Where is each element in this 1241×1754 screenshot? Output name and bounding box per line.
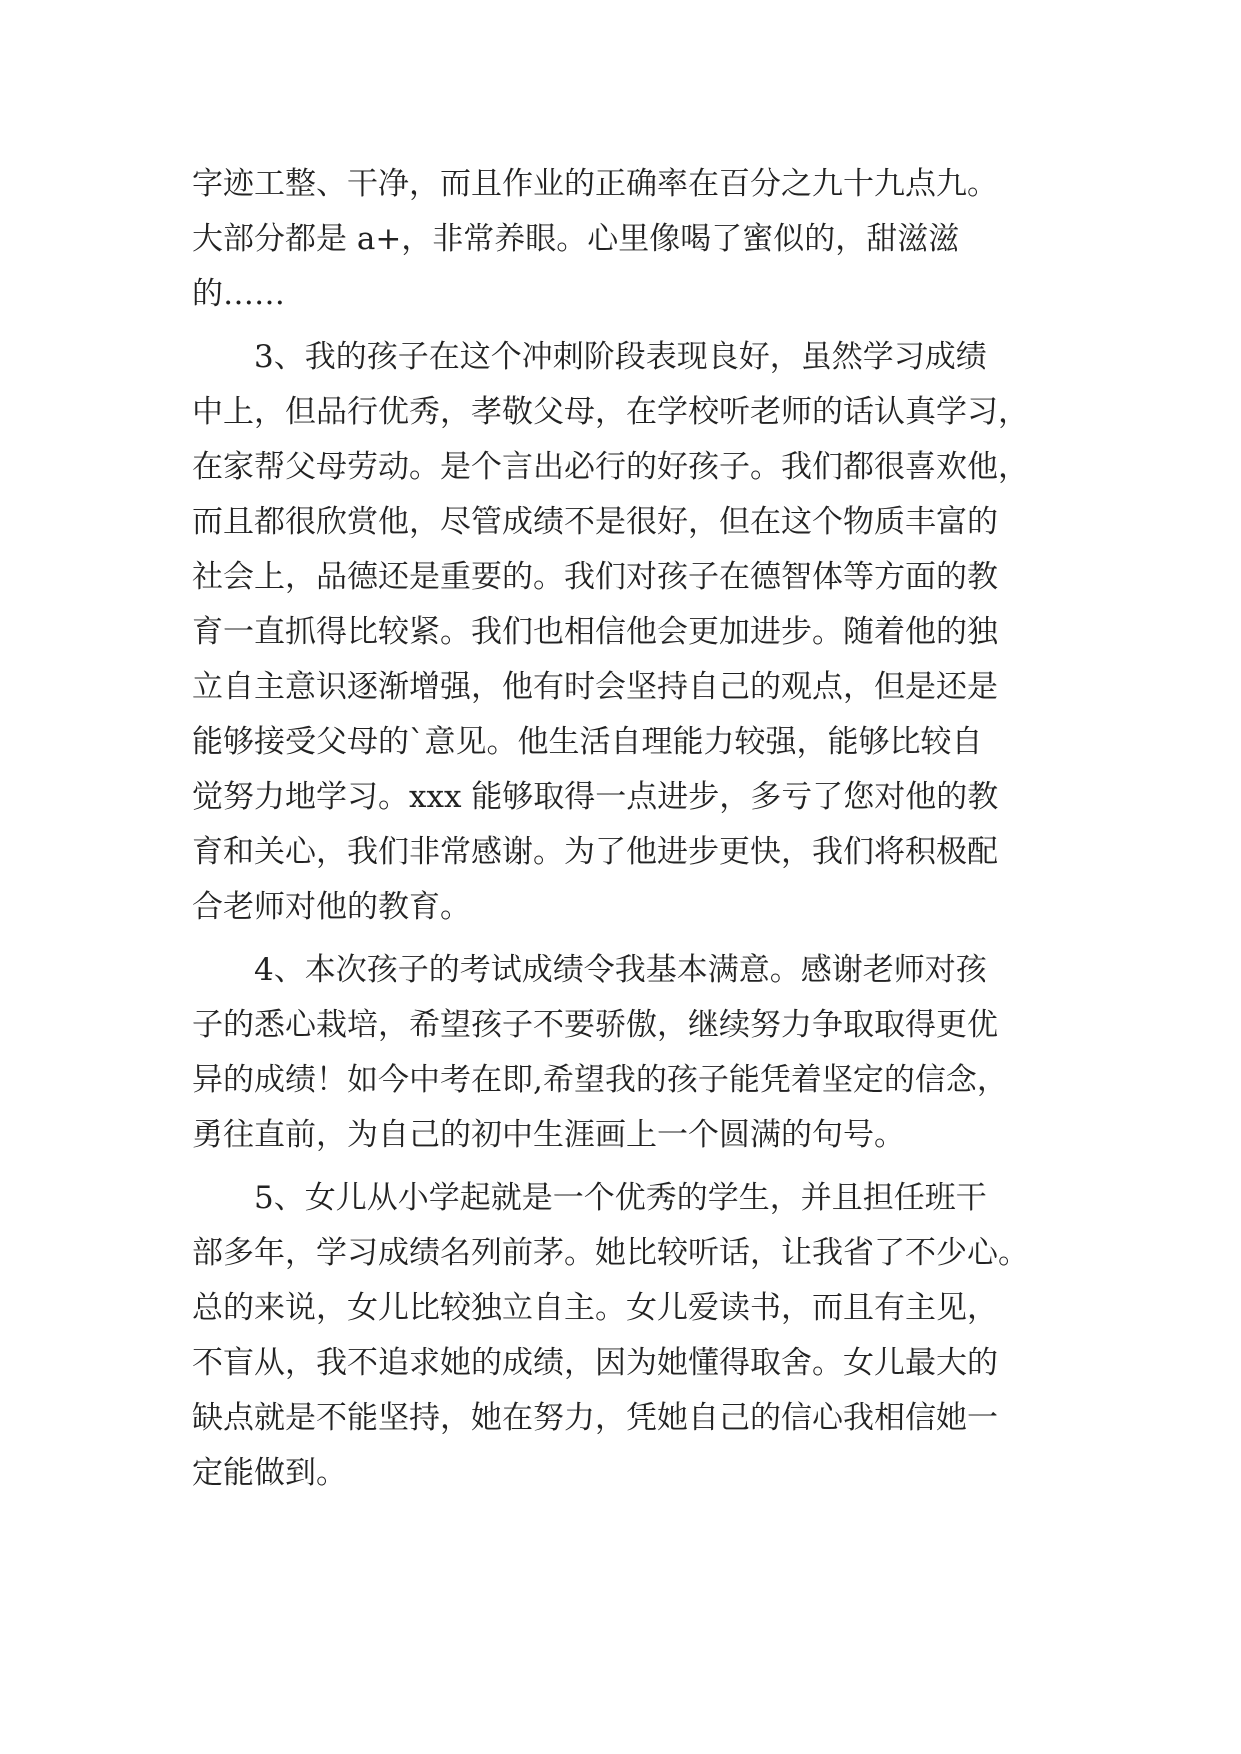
paragraph-spacer <box>192 935 1072 943</box>
document-body <box>192 157 1072 1501</box>
text-line: 立自主意识逐渐增强，他有时会坚持自己的观点，但是还是 <box>192 669 998 705</box>
text-line: 4、本次孩子的考试成绩令我基本满意。感谢老师对孩 <box>192 952 987 988</box>
paragraph-item-4 <box>192 943 1072 1163</box>
text-line: 育一直抓得比较紧。我们也相信他会更加进步。随着他的独 <box>192 614 998 650</box>
text-line: 不盲从，我不追求她的成绩，因为她懂得取舍。女儿最大的 <box>192 1345 998 1381</box>
text-line: 部多年，学习成绩名列前茅。她比较听话，让我省了不少心。 <box>192 1235 1029 1271</box>
text-line: 5、女儿从小学起就是一个优秀的学生，并且担任班干 <box>192 1180 987 1216</box>
text-line: 社会上，品德还是重要的。我们对孩子在德智体等方面的教 <box>192 559 998 595</box>
paragraph-spacer <box>192 322 1072 330</box>
paragraph-continuation <box>192 157 1072 322</box>
text-line: 能够接受父母的`意见。他生活自理能力较强，能够比较自 <box>192 724 983 760</box>
text-line: 字迹工整、干净，而且作业的正确率在百分之九十九点九。 <box>192 166 998 202</box>
text-line: 异的成绩！如今中考在即,希望我的孩子能凭着坚定的信念， <box>192 1062 1008 1098</box>
text-line: 总的来说，女儿比较独立自主。女儿爱读书，而且有主见， <box>192 1290 998 1326</box>
text-line: 中上，但品行优秀，孝敬父母，在学校听老师的话认真学习， <box>192 394 1029 430</box>
paragraph-item-5 <box>192 1171 1072 1501</box>
text-line: 大部分都是 a+，非常养眼。心里像喝了蜜似的，甜滋滋 <box>192 221 960 257</box>
paragraph-spacer <box>192 1163 1072 1171</box>
text-line: 子的悉心栽培，希望孩子不要骄傲，继续努力争取取得更优 <box>192 1007 998 1043</box>
text-line: 定能做到。 <box>192 1455 347 1491</box>
text-line: 的…… <box>192 276 285 312</box>
text-line: 合老师对他的教育。 <box>192 889 471 925</box>
text-line: 勇往直前，为自己的初中生涯画上一个圆满的句号。 <box>192 1117 905 1153</box>
text-line: 缺点就是不能坚持，她在努力，凭她自己的信心我相信她一 <box>192 1400 998 1436</box>
text-line: 3、我的孩子在这个冲刺阶段表现良好，虽然学习成绩 <box>192 339 987 375</box>
text-line: 育和关心，我们非常感谢。为了他进步更快，我们将积极配 <box>192 834 998 870</box>
paragraph-item-3 <box>192 330 1072 935</box>
text-line: 觉努力地学习。xxx 能够取得一点进步，多亏了您对他的教 <box>192 779 999 815</box>
text-line: 而且都很欣赏他，尽管成绩不是很好，但在这个物质丰富的 <box>192 504 998 540</box>
text-line: 在家帮父母劳动。是个言出必行的好孩子。我们都很喜欢他， <box>192 449 1029 485</box>
